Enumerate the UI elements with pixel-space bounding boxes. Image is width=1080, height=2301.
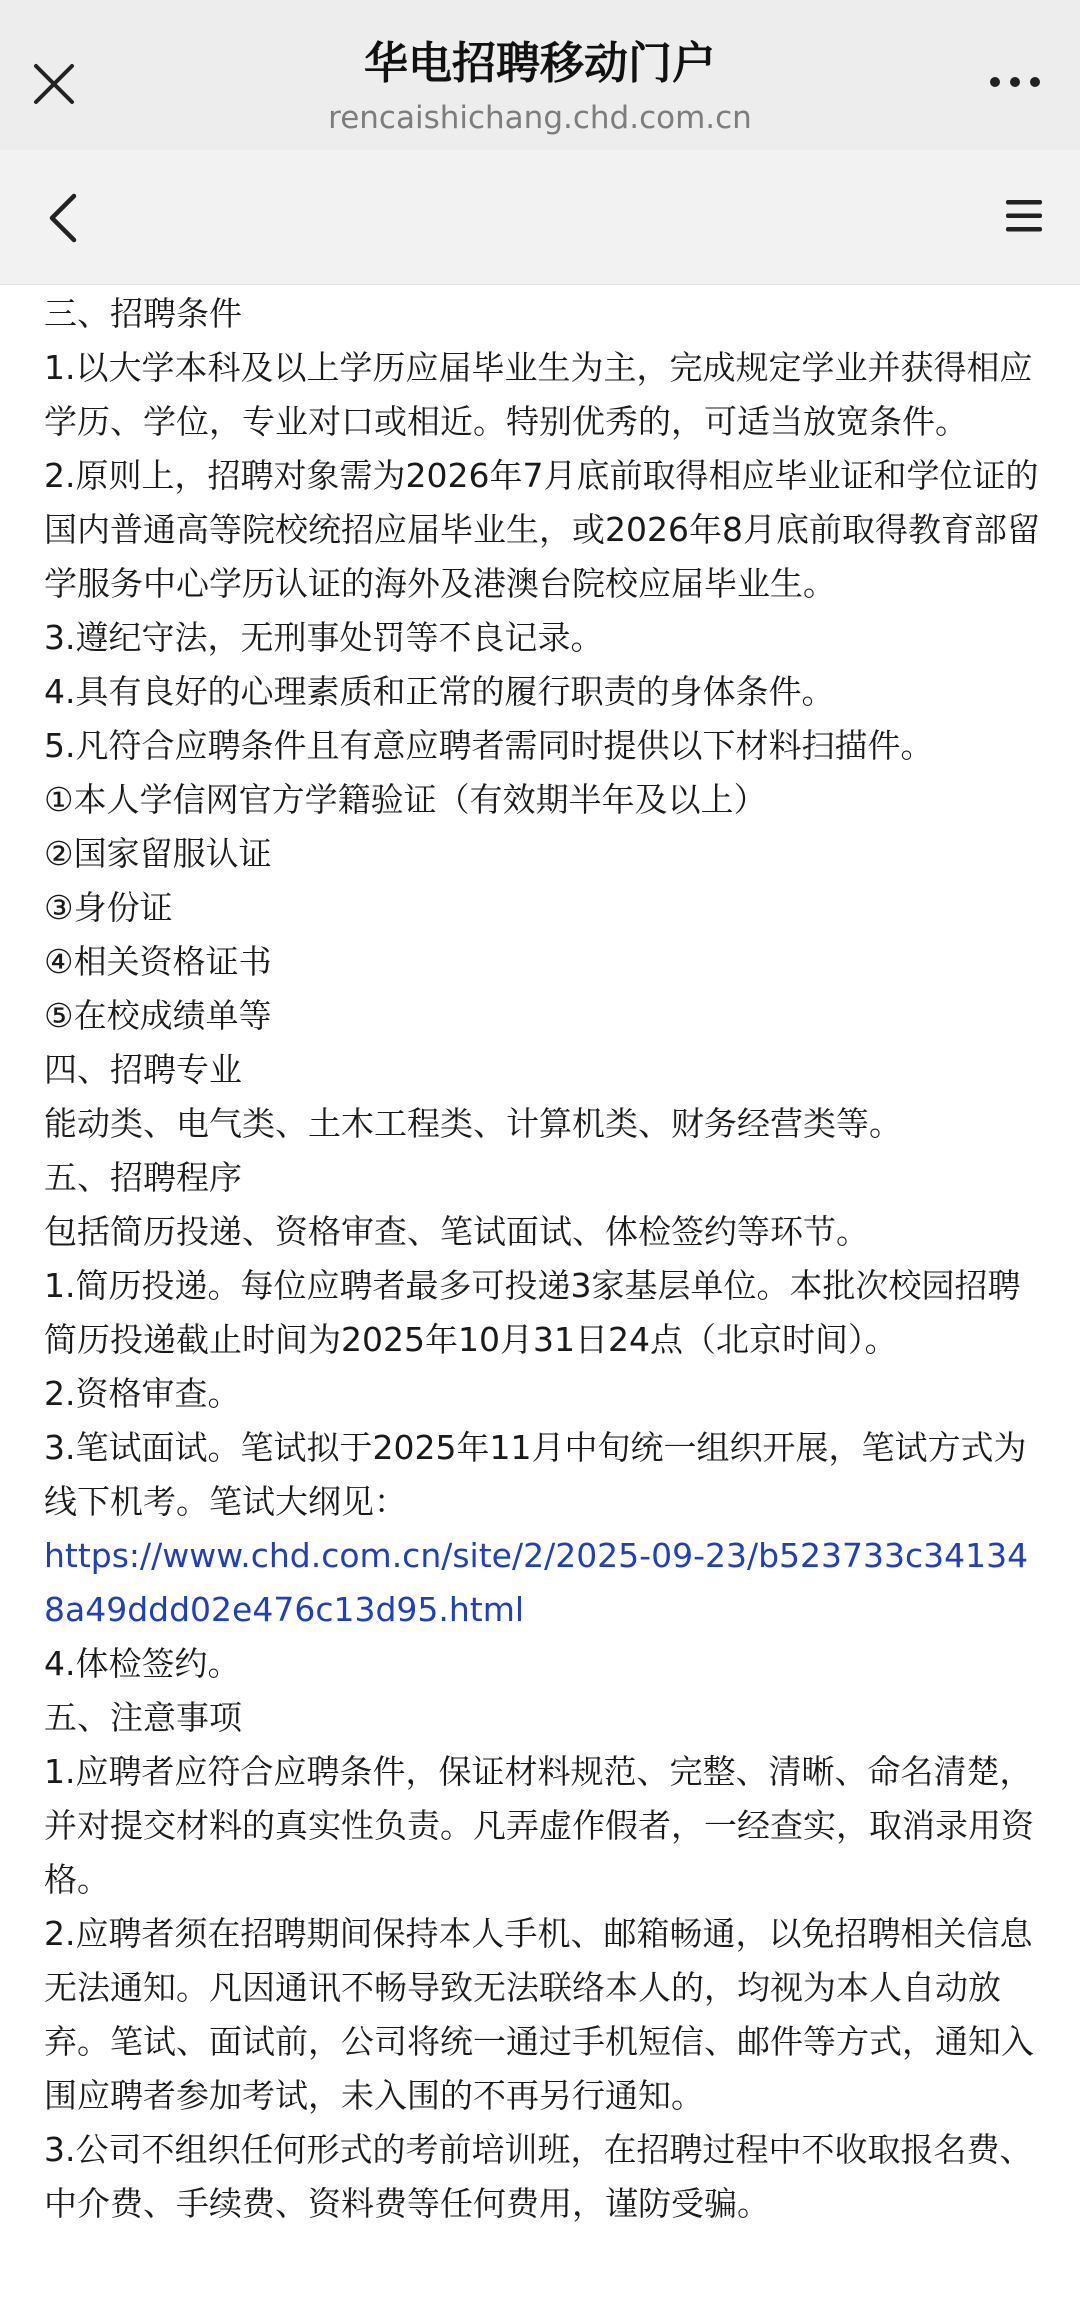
paragraph: 5.凡符合应聘条件且有意应聘者需同时提供以下材料扫描件。 [44, 726, 934, 765]
paragraph: 2.原则上，招聘对象需为2026年7月底前取得相应毕业证和学位证的国内普通高等院校统招应届毕业生，或2026年8月底前取得教育部留学服务中心学历认证的海外及港澳台院校应届毕业生。 [44, 456, 1040, 603]
list-item: ①本人学信网官方学籍验证（有效期半年及以上） [44, 780, 767, 819]
close-icon[interactable] [30, 60, 78, 108]
back-chevron-icon[interactable] [44, 192, 84, 244]
paragraph: 1.以大学本科及以上学历应届毕业生为主，完成规定学业并获得相应学历、学位，专业对口或相近。特别优秀的，可适当放宽条件。 [44, 348, 1033, 441]
paragraph: 2.资格审查。 [44, 1374, 241, 1413]
list-item: ⑤在校成绩单等 [44, 996, 272, 1035]
page-url: rencaishichang.chd.com.cn [328, 100, 752, 136]
more-dots-icon[interactable] [988, 72, 1042, 92]
site-nav-bar [0, 150, 1080, 285]
list-item: ③身份证 [44, 888, 173, 927]
paragraph: 1.简历投递。每位应聘者最多可投递3家基层单位。本批次校园招聘简历投递截止时间为2025年10月31日24点（北京时间）。 [44, 1266, 1021, 1359]
paragraph: 3.遵纪守法，无刑事处罚等不良记录。 [44, 618, 604, 657]
paragraph: 能动类、电气类、土木工程类、计算机类、财务经营类等。 [44, 1104, 902, 1143]
section-heading: 三、招聘条件 [44, 294, 242, 333]
list-item: ②国家留服认证 [44, 834, 272, 873]
list-item: ④相关资格证书 [44, 942, 272, 981]
browser-top-bar [0, 0, 1080, 150]
title-block [200, 36, 880, 140]
paragraph: 包括简历投递、资格审查、笔试面试、体检签约等环节。 [44, 1212, 869, 1251]
paragraph: 3.公司不组织任何形式的考前培训班，在招聘过程中不收取报名费、中介费、手续费、资料费等任何费用，谨防受骗。 [44, 2130, 1033, 2223]
exam-outline-link[interactable]: https://www.chd.com.cn/site/2/2025-09-23/b523733c341348a49ddd02e476c13d95.html [44, 1536, 1029, 1629]
paragraph: 2.应聘者须在招聘期间保持本人手机、邮箱畅通，以免招聘相关信息无法通知。凡因通讯不畅导致无法联络本人的，均视为本人自动放弃。笔试、面试前，公司将统一通过手机短信、邮件等方式，通知入围应聘者参加考试，未入围的不再另行通知。 [44, 1914, 1034, 2115]
paragraph: 3.笔试面试。笔试拟于2025年11月中旬统一组织开展，笔试方式为线下机考。笔试大纲见： [44, 1428, 1027, 1521]
article-content [44, 287, 1044, 2231]
section-heading: 五、招聘程序 [44, 1158, 242, 1197]
section-heading: 五、注意事项 [44, 1698, 242, 1737]
page-title: 华电招聘移动门户 [364, 38, 716, 89]
outline-link-line [44, 1529, 1044, 1637]
hamburger-menu-icon[interactable] [1004, 198, 1044, 234]
paragraph: 4.具有良好的心理素质和正常的履行职责的身体条件。 [44, 672, 835, 711]
section-heading: 四、招聘专业 [44, 1050, 242, 1089]
paragraph: 4.体检签约。 [44, 1644, 241, 1683]
paragraph: 1.应聘者应符合应聘条件，保证材料规范、完整、清晰、命名清楚，并对提交材料的真实性负责。凡弄虚作假者，一经查实，取消录用资格。 [44, 1752, 1034, 1899]
